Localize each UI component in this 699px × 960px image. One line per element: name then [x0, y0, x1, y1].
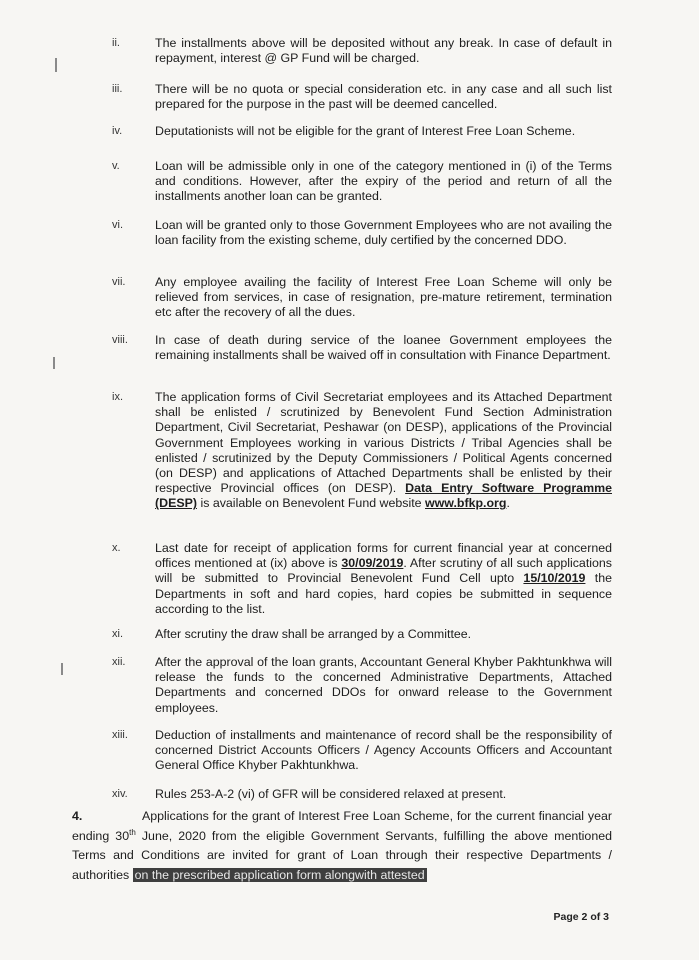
item-number: xiii.: [112, 729, 128, 741]
desp-link-text: Data Entry Software Programme (DESP): [155, 481, 612, 511]
item-text: In case of death during service of the loanee Government employees the remaining installments shall be waived off in consultation with Finance Department.: [155, 333, 612, 363]
item-text-part: The application forms of Civil Secretariat employees and its Attached Department shall be enlisted / scrutinized by Benevolent Fund Section Administration Department, Civil Secretariat, Peshawar (on DESP), applications of the Provincial Government Employees working in various Districts / Tribal Agencies shall be enlisted / scrutinized by the Deputy Commissioners / Political Agents concerned (on DESP) and applications of Attached Departments shall be enlisted by their respective Provincial offices (on DESP).: [155, 390, 612, 496]
item-number: x.: [112, 542, 121, 554]
item-number: iii.: [112, 83, 123, 95]
scan-mark: [55, 58, 57, 72]
item-text: After scrutiny the draw shall be arranged by a Committee.: [155, 627, 472, 641]
item-number: xiv.: [112, 788, 128, 800]
item-text-part: is available on Benevolent Fund website: [197, 496, 425, 511]
highlighted-text: on the prescribed application form alongwith attested: [134, 867, 425, 882]
item-text-part: Last date for receipt of application forms for current financial year at concerned offices mentioned at (ix) above is: [155, 541, 612, 571]
item-text: There will be no quota or special consideration etc. in any case and all such list prepared for the purpose in the past will be deemed cancelled.: [155, 82, 612, 112]
item-number: vii.: [112, 276, 126, 288]
item-number: ix.: [112, 391, 123, 403]
item-text: Deduction of installments and maintenance of record shall be the responsibility of concerned District Accounts Officers / Agency Accounts Officers and Accountant General Office Khyber Pakhtunkhwa.: [155, 728, 612, 773]
scan-mark: [61, 663, 63, 675]
paragraph-number: 4.: [72, 809, 83, 823]
item-number: ii.: [112, 37, 120, 49]
paragraph-text: Applications for the grant of Interest Free Loan Scheme, for the current financial year ending 30: [72, 809, 612, 843]
deadline-date: 30/09/2019: [341, 556, 404, 571]
item-text: Loan will be granted only to those Government Employees who are not availing the loan facility from the existing scheme, duly certified by the concerned DDO.: [155, 218, 612, 248]
website-link[interactable]: www.bfkp.org: [425, 496, 507, 511]
item-text: Loan will be admissible only in one of the category mentioned in (i) of the Terms and conditions. However, after the expiry of the period and return of all the installments another loan can be granted.: [155, 159, 612, 204]
item-number: iv.: [112, 125, 123, 137]
item-number: xi.: [112, 628, 123, 640]
item-text-part: .: [506, 496, 510, 511]
item-text: [155, 541, 612, 617]
scan-mark: [53, 357, 55, 369]
paragraph-text: June, 2020 from the eligible Government Servants, fulfilling the above mentioned Terms and Conditions are invited for grant of Loan through their respective Departments / authorities: [72, 828, 612, 882]
item-text: Rules 253-A-2 (vi) of GFR will be considered relaxed at present.: [155, 787, 507, 801]
item-text: Deputationists will not be eligible for the grant of Interest Free Loan Scheme.: [155, 124, 576, 138]
item-text: Any employee availing the facility of Interest Free Loan Scheme will only be relieved from services, in case of resignation, pre-mature retirement, termination etc after the recovery of all the dues.: [155, 275, 612, 320]
item-text: [155, 390, 612, 512]
item-number: xii.: [112, 656, 126, 668]
item-text-part: the Departments in soft and hard copies, hard copies be submitted in sequence according to the list.: [155, 571, 612, 616]
page-number: Page 2 of 3: [553, 911, 609, 923]
submission-date: 15/10/2019: [523, 571, 586, 586]
item-number: v.: [112, 160, 120, 172]
item-number: vi.: [112, 219, 123, 231]
item-number: viii.: [112, 334, 128, 346]
superscript: th: [129, 827, 136, 837]
item-text: After the approval of the loan grants, Accountant General Khyber Pakhtunkhwa will release the funds to the concerned Administrative Departments, Attached Departments and concerned DDOs for onward release to the Government employees.: [155, 655, 612, 715]
item-text: The installments above will be deposited without any break. In case of default in repayment, interest @ GP Fund will be charged.: [155, 36, 612, 66]
paragraph-4: [72, 807, 612, 885]
item-text-part: . After scrutiny of all such applications will be submitted to Provincial Benevolent Fund Cell upto: [155, 556, 612, 586]
